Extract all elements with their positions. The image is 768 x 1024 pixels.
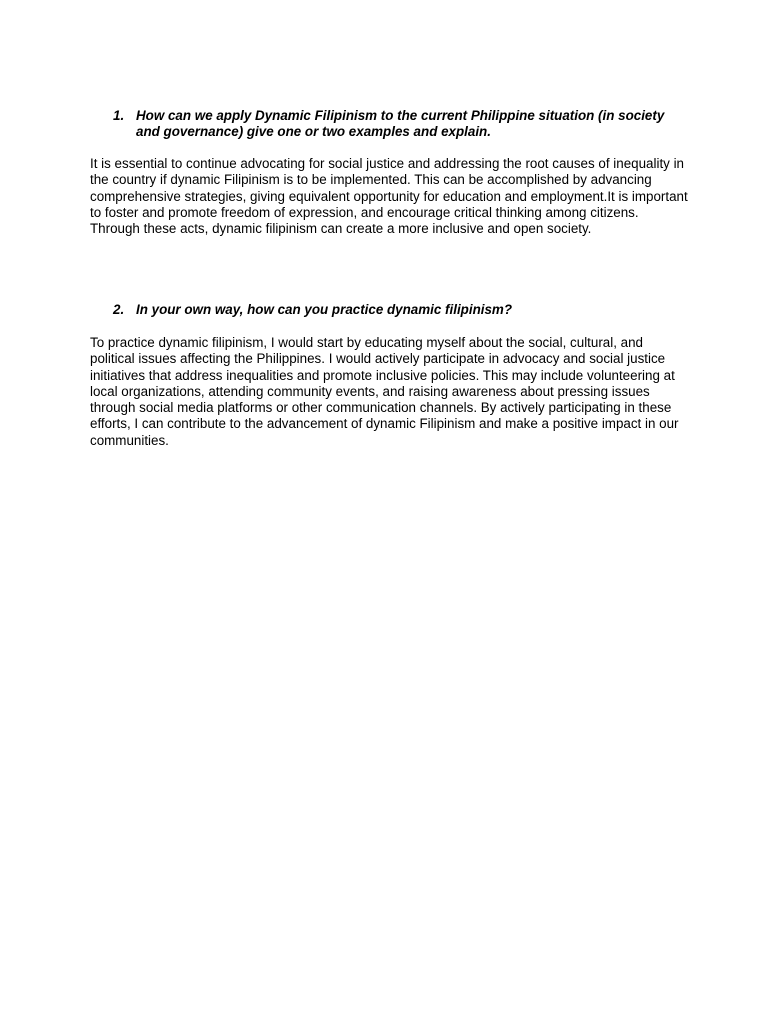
question-1-text: How can we apply Dynamic Filipinism to the current Philippine situation (in society and governance) give one or two examples and explain. <box>136 108 665 140</box>
question-2-text: In your own way, how can you practice dynamic filipinism? <box>136 302 513 317</box>
question-2-number: 2. <box>113 302 125 317</box>
question-1-number: 1. <box>113 108 125 123</box>
question-1 <box>113 108 673 141</box>
question-2 <box>113 302 673 318</box>
answer-1-paragraph: It is essential to continue advocating for social justice and addressing the root causes of inequality in the country if dynamic Filipinism is to be implemented. This can be accomplished by advancing comprehensive strategies, giving equivalent opportunity for education and employment.It is important to foster and promote freedom of expression, and encourage critical thinking among citizens. Through these acts, dynamic filipinism can create a more inclusive and open society. <box>90 156 688 237</box>
answer-2-paragraph: To practice dynamic filipinism, I would start by educating myself about the social, cultural, and political issues affecting the Philippines. I would actively participate in advocacy and social justice initiatives that address inequalities and promote inclusive policies. This may include volunteering at local organizations, attending community events, and raising awareness about pressing issues through social media platforms or other communication channels. By actively participating in these efforts, I can contribute to the advancement of dynamic Filipinism and make a positive impact in our communities. <box>90 335 679 448</box>
